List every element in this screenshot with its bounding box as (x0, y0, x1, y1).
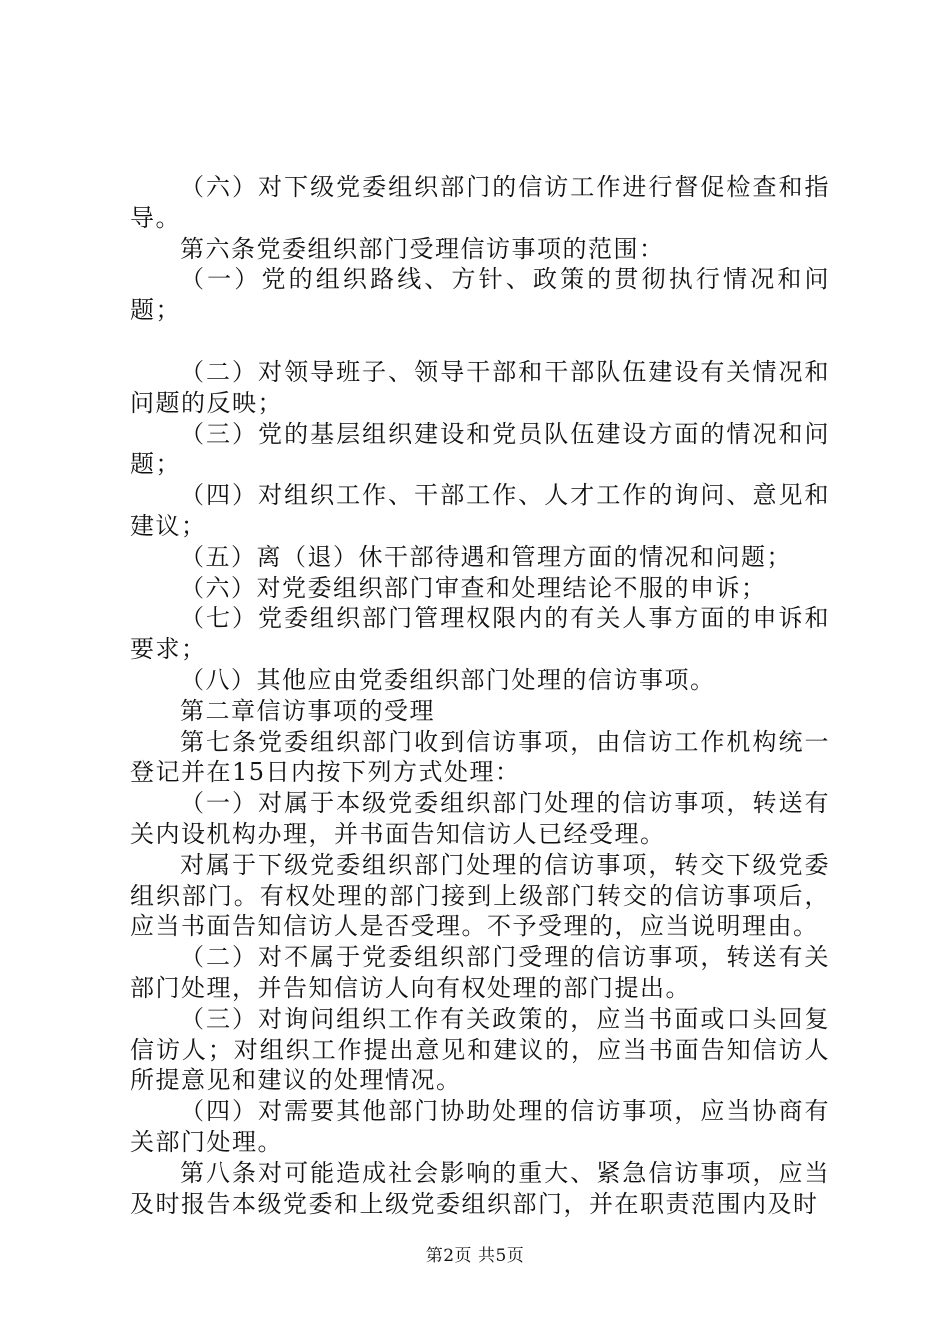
paragraph: （一）对属于本级党委组织部门处理的信访事项，转送有关内设机构办理，并书面告知信访人已经受理。 (130, 789, 830, 848)
paragraph: 第七条党委组织部门收到信访事项，由信访工作机构统一登记并在15日内按下列方式处理： (130, 727, 830, 787)
paragraph: 第八条对可能造成社会影响的重大、紧急信访事项，应当及时报告本级党委和上级党委组织部门，并在职责范围内及时 (130, 1158, 830, 1218)
paragraph: （四）对组织工作、干部工作、人才工作的询问、意见和建议； (130, 481, 830, 540)
paragraph: （五）离（退）休干部待遇和管理方面的情况和问题； (180, 542, 792, 571)
paragraph: 第六条党委组织部门受理信访事项的范围： (180, 234, 665, 263)
paragraph: （二）对不属于党委组织部门受理的信访事项，转送有关部门处理，并告知信访人向有权处理的部门提出。 (130, 943, 830, 1002)
paragraph: （六）对党委组织部门审查和处理结论不服的申诉； (180, 573, 767, 602)
chapter-heading: 第二章信访事项的受理 (180, 696, 435, 725)
paragraph: （六）对下级党委组织部门的信访工作进行督促检查和指导。 (130, 173, 830, 232)
page-number-footer: 第2页 共5页 (425, 1246, 525, 1266)
paragraph: （三）对询问组织工作有关政策的，应当书面或口头回复信访人；对组织工作提出意见和建议的，应当书面告知信访人所提意见和建议的处理情况。 (130, 1004, 830, 1095)
paragraph: （一）党的组织路线、方针、政策的贯彻执行情况和问题； (130, 265, 830, 325)
paragraph: 对属于下级党委组织部门处理的信访事项，转交下级党委组织部门。有权处理的部门接到上级部门转交的信访事项后，应当书面告知信访人是否受理。不予受理的，应当说明理由。 (130, 850, 830, 941)
paragraph: （三）党的基层组织建设和党员队伍建设方面的情况和问题； (130, 419, 830, 479)
paragraph: （七）党委组织部门管理权限内的有关人事方面的申诉和要求； (130, 604, 830, 664)
paragraph: （四）对需要其他部门协助处理的信访事项，应当协商有关部门处理。 (130, 1097, 830, 1156)
paragraph: （二）对领导班子、领导干部和干部队伍建设有关情况和问题的反映； (130, 357, 830, 417)
paragraph: （八）其他应由党委组织部门处理的信访事项。 (180, 665, 716, 694)
document-body (130, 172, 830, 1219)
